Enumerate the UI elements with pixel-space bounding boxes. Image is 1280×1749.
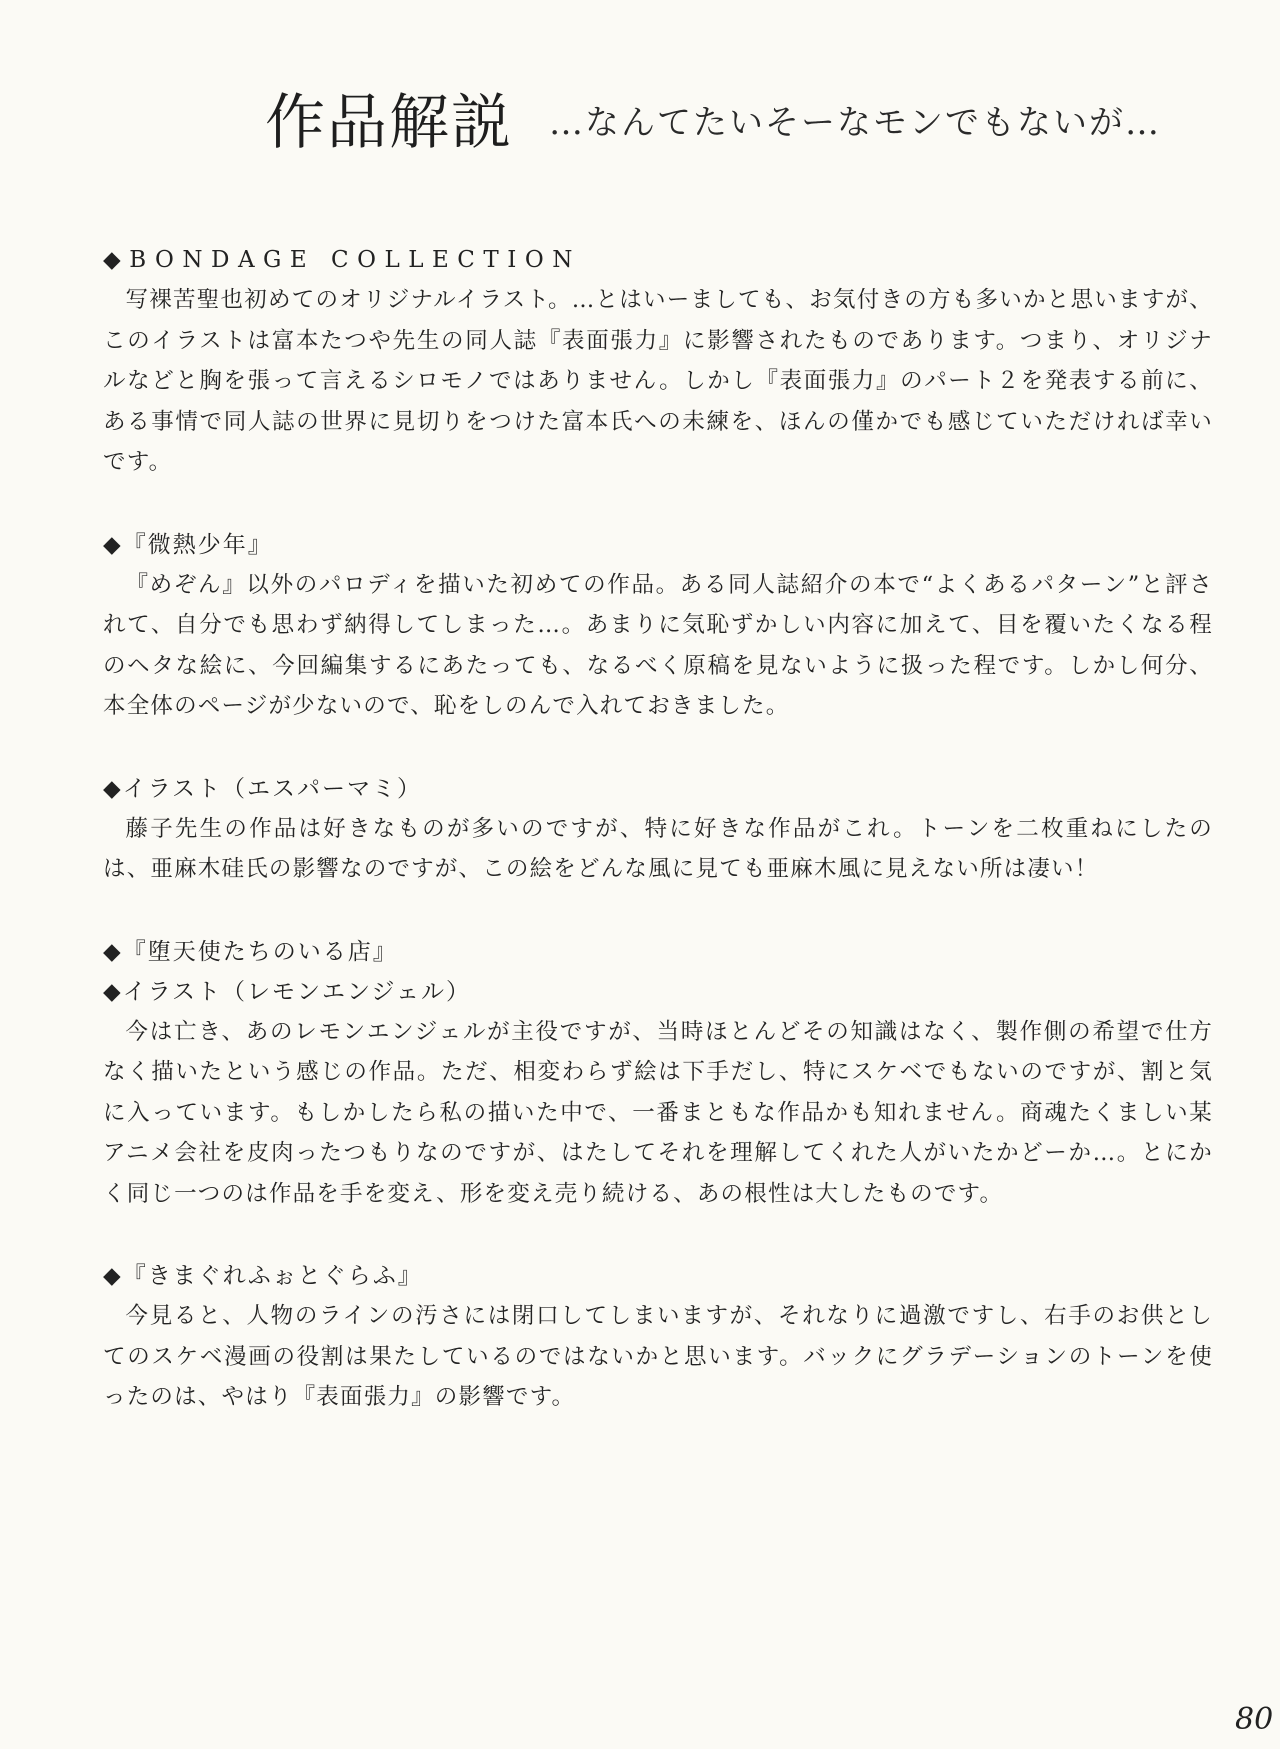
section-kimagure-photograph [103,1256,1213,1418]
title-main: 作品解説 [265,88,513,158]
section-subheading: ◆イラスト（レモンエンジェル） [103,978,471,1005]
section-esper-mami [103,769,1213,890]
section-binetsu-shounen [103,525,1213,727]
section-heading: ◆『きまぐれふぉとぐらふ』 [103,1263,423,1289]
section-heading: ◆『堕天使たちのいる店』 [103,938,398,965]
section-bondage-collection [103,240,1213,483]
title-subtitle: …なんてたいそーなモンでもないが… [549,103,1161,143]
section-datenshi [103,932,1213,1215]
section-heading: ◆BONDAGE COLLECTION [103,247,581,273]
section-paragraph: 今見ると、人物のラインの汚さには閉口してしまいますが、それなりに過激ですし、右手のお供としてのスケベ漫画の役割は果たしているのではないかと思います。バックにグラデーションのトーンを使ったのは、やはり『表面張力』の影響です。 [103,1303,1213,1410]
section-heading: ◆イラスト（エスパーマミ） [103,775,422,802]
section-heading: ◆『微熱少年』 [103,531,273,558]
section-paragraph: 藤子先生の作品は好きなものが多いのですが、特に好きな作品がこれ。トーンを二枚重ねにしたのは、亜麻木硅氏の影響なのですが、この絵をどんな風に見ても亜麻木風に見えない所は凄い！ [103,815,1213,882]
section-paragraph: 今は亡き、あのレモンエンジェルが主役ですが、当時ほとんどその知識はなく、製作側の希望で仕方なく描いたという感じの作品。ただ、相変わらず絵は下手だし、特にスケベでもないのですが、割と気に入っています。もしかしたら私の描いた中で、一番まともな作品かも知れません。商魂たくましい某アニメ会社を皮肉ったつもりなのですが、はたしてそれを理解してくれた人がいたかどーか…。とにかく同じ一つのは作品を手を変え、形を変え売り続ける、あの根性は大したものです。 [103,1018,1213,1207]
article-body [103,240,1213,1460]
section-paragraph: 写裸苦聖也初めてのオリジナルイラスト。…とはいーましても、お気付きの方も多いかと思いますが、このイラストは富本たつや先生の同人誌『表面張力』に影響されたものであります。つまり、オリジナルなどと胸を張って言えるシロモノではありません。しかし『表面張力』のパート２を発表する前に、ある事情で同人誌の世界に見切りをつけた富本氏への未練を、ほんの僅かでも感じていただければ幸いです。 [103,287,1213,475]
page-number: 80 [1235,1702,1274,1737]
page-title [265,78,1215,168]
section-paragraph: 『めぞん』以外のパロディを描いた初めての作品。ある同人誌紹介の本で“よくあるパターン”と評されて、自分でも思わず納得してしまった…。あまりに気恥ずかしい内容に加えて、目を覆いたくなる程のヘタな絵に、今回編集するにあたっても、なるべく原稿を見ないように扱った程です。しかし何分、本全体のページが少ないので、恥をしのんで入れておきました。 [103,571,1213,719]
